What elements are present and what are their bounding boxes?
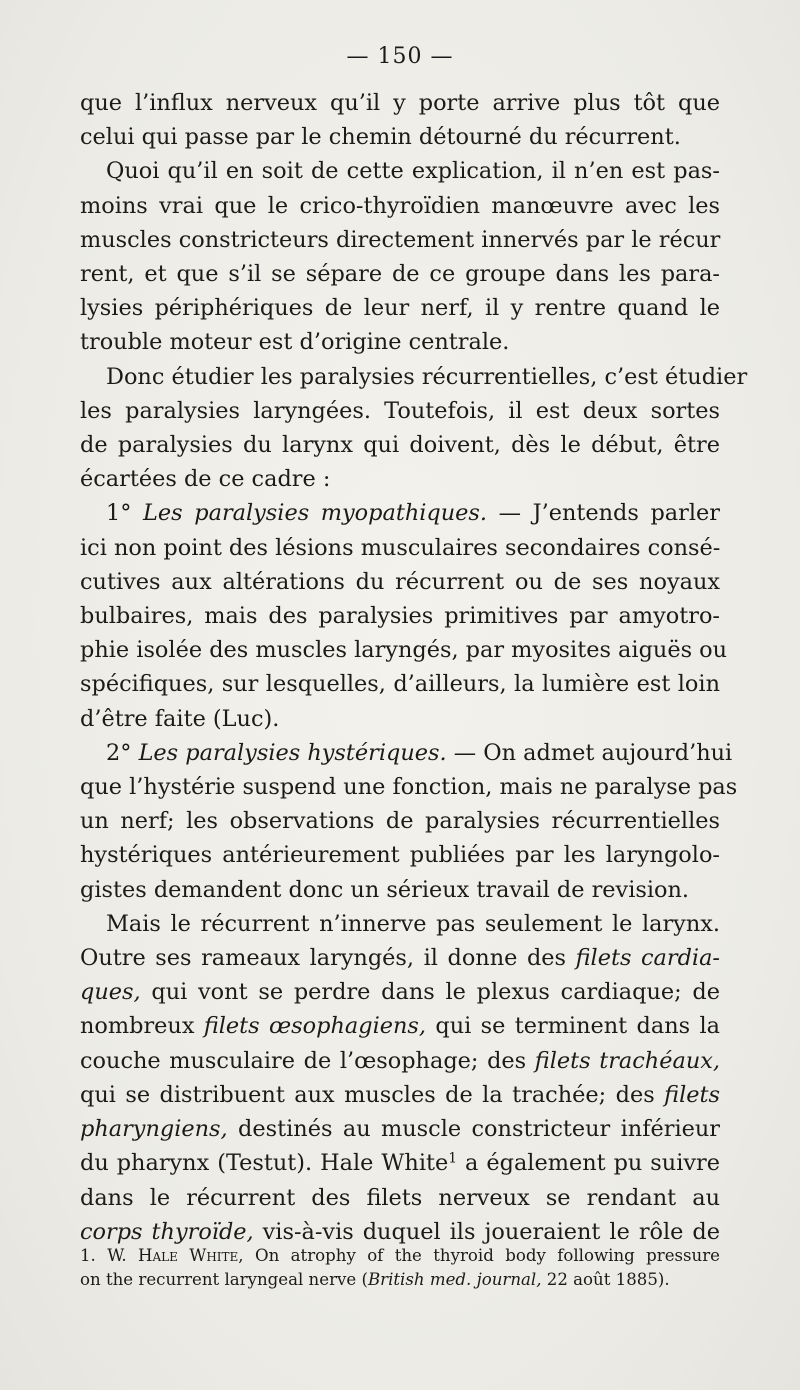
text-run: rent, et que s’il se sépare de ce groupe dans les para- bbox=[80, 261, 720, 288]
footnote-marker: 1. bbox=[80, 1246, 96, 1265]
text-run: phie isolée des muscles laryngés, par myosites aiguës ou bbox=[80, 637, 728, 664]
text-line bbox=[80, 531, 720, 565]
text-run: celui qui passe par le chemin détourné du récurrent. bbox=[80, 124, 681, 151]
text-run: d’être faite (Luc). bbox=[80, 705, 280, 732]
text-run: trouble moteur est d’origine centrale. bbox=[80, 329, 510, 356]
text-line bbox=[80, 428, 720, 462]
text-line bbox=[80, 86, 720, 120]
footnote-line bbox=[80, 1268, 720, 1292]
text-run: moins vrai que le crico-thyroïdien manœuvre avec les bbox=[80, 192, 720, 219]
text-run: muscles constricteurs directement innervés par le récur bbox=[80, 226, 721, 253]
text-line bbox=[80, 941, 720, 975]
page-number: — 150 — bbox=[346, 44, 454, 69]
text-run: ici non point des lésions musculaires secondaires consé- bbox=[80, 534, 721, 561]
text-line bbox=[80, 257, 720, 291]
footnote-source: British med. journal, bbox=[367, 1270, 542, 1289]
text-run: gistes demandent donc un sérieux travail de revision. bbox=[80, 876, 690, 903]
italic-text: filets œsophagiens, bbox=[203, 1013, 427, 1040]
body-text bbox=[80, 86, 748, 1249]
text-line bbox=[80, 1044, 720, 1078]
footnote-text: 22 août 1885). bbox=[541, 1270, 670, 1289]
text-run: écartées de ce cadre : bbox=[80, 466, 331, 493]
text-line bbox=[80, 770, 738, 804]
footnote-text: On atrophy of the thyroid body following pressure bbox=[243, 1246, 720, 1265]
italic-text: corps thyroïde, bbox=[80, 1218, 254, 1245]
text-line bbox=[80, 565, 720, 599]
text-run: spécifiques, sur lesquelles, d’ailleurs, la lumière est loin bbox=[80, 671, 720, 698]
text-run: hystériques antérieurement publiées par les laryngolo- bbox=[80, 842, 720, 869]
text-run: Mais le récurrent n’innerve pas seulement le larynx. bbox=[106, 910, 720, 937]
text-run: 1° bbox=[106, 500, 144, 527]
text-line bbox=[80, 325, 720, 359]
text-run: destinés au muscle constricteur inférieur bbox=[227, 1116, 720, 1143]
footnote-ref: 1 bbox=[448, 1150, 458, 1167]
text-run: a également pu suivre bbox=[457, 1150, 720, 1177]
italic-text: pharyngiens, bbox=[80, 1116, 228, 1143]
text-line bbox=[80, 1078, 720, 1112]
text-line bbox=[80, 291, 720, 325]
footnote-author: W. Hale White, bbox=[107, 1246, 244, 1265]
text-line bbox=[80, 1112, 720, 1146]
text-line bbox=[80, 154, 720, 188]
text-run: Quoi qu’il en soit de cette explication, il n’en est pas- bbox=[106, 158, 720, 185]
text-line bbox=[80, 736, 733, 770]
text-run: Outre ses rameaux laryngés, il donne des bbox=[80, 945, 576, 972]
italic-text: filets bbox=[664, 1081, 720, 1108]
text-run: 2° bbox=[106, 739, 139, 766]
text-line bbox=[80, 1181, 720, 1215]
italic-text: filets trachéaux, bbox=[534, 1047, 720, 1074]
italic-text: Les paralysies myopathiques. bbox=[143, 500, 488, 527]
text-run: — J’entends parler bbox=[487, 500, 720, 527]
text-run: du pharynx (Testut). Hale White bbox=[80, 1150, 449, 1177]
text-run: couche musculaire de l’œsophage; des bbox=[80, 1047, 535, 1074]
text-run: Donc étudier les paralysies récurrentielles, c’est étudier bbox=[106, 363, 748, 390]
text-run: qui vont se perdre dans le plexus cardiaque; de bbox=[140, 979, 720, 1006]
text-run: dans le récurrent des filets nerveux se rendant au bbox=[80, 1184, 720, 1211]
text-run: un nerf; les observations de paralysies récurrentielles bbox=[80, 808, 720, 835]
text-line bbox=[80, 702, 720, 736]
text-line bbox=[80, 360, 748, 394]
text-run: vis-à-vis duquel ils joueraient le rôle de bbox=[253, 1218, 720, 1245]
text-line bbox=[80, 907, 720, 941]
text-line bbox=[80, 189, 720, 223]
text-line bbox=[80, 975, 720, 1009]
text-line bbox=[80, 838, 720, 872]
text-line bbox=[80, 120, 720, 154]
text-line bbox=[80, 1009, 720, 1043]
text-run: que l’hystérie suspend une fonction, mais ne paralyse pas bbox=[80, 774, 738, 801]
text-line bbox=[80, 394, 720, 428]
footnote-line bbox=[80, 1244, 720, 1268]
text-run: — On admet aujourd’hui bbox=[446, 739, 733, 766]
text-line bbox=[80, 462, 720, 496]
text-run: cutives aux altérations du récurrent ou de ses noyaux bbox=[80, 568, 720, 595]
text-run: lysies périphériques de leur nerf, il y rentre quand le bbox=[80, 295, 720, 322]
text-run: nombreux bbox=[80, 1013, 204, 1040]
text-line bbox=[80, 496, 720, 530]
text-line bbox=[80, 873, 720, 907]
text-line bbox=[80, 1146, 720, 1180]
text-run: qui se terminent dans la bbox=[426, 1013, 720, 1040]
text-line bbox=[80, 804, 720, 838]
text-run: bulbaires, mais des paralysies primitives par amyotro- bbox=[80, 603, 720, 630]
text-run: de paralysies du larynx qui doivent, dès le début, être bbox=[80, 432, 720, 459]
italic-text: ques, bbox=[80, 979, 141, 1006]
italic-text: filets cardia- bbox=[575, 945, 720, 972]
italic-text: Les paralysies hystériques. bbox=[138, 739, 447, 766]
text-line bbox=[80, 633, 728, 667]
text-run: qui se distribuent aux muscles de la trachée; des bbox=[80, 1081, 665, 1108]
footnote-text: on the recurrent laryngeal nerve ( bbox=[80, 1270, 368, 1289]
text-run: les paralysies laryngées. Toutefois, il est deux sortes bbox=[80, 397, 720, 424]
text-line bbox=[80, 599, 720, 633]
text-line bbox=[80, 667, 720, 701]
text-line bbox=[80, 223, 720, 257]
footnote bbox=[80, 1244, 720, 1292]
text-run: que l’influx nerveux qu’il y porte arrive plus tôt que bbox=[80, 90, 720, 116]
